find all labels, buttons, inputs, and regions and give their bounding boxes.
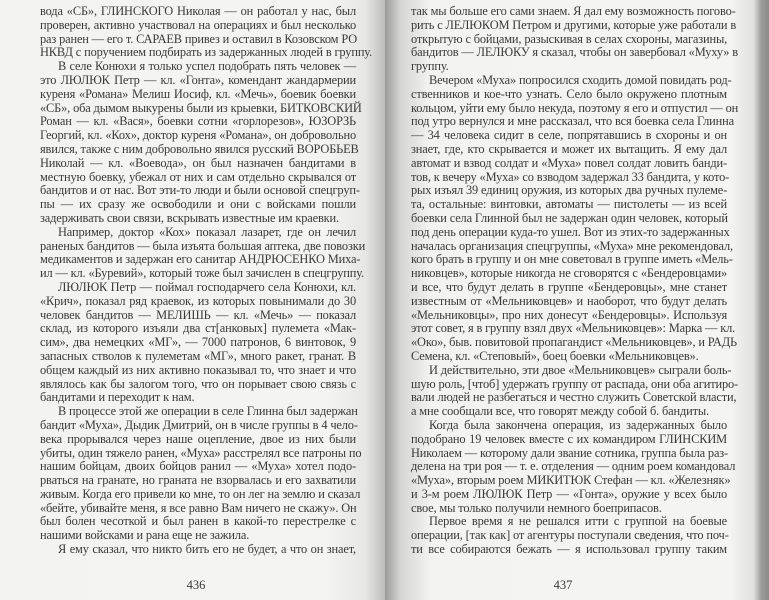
paragraph (411, 72, 739, 364)
text-line: «СБ», оба дымом выкурены были из крыевки, БИТКОВСКИЙ (40, 100, 362, 115)
text-line: Например, доктор «Кох» показал лазарет, где он лечил (58, 224, 356, 239)
paragraph (40, 543, 356, 557)
text-line: вода «СБ», ГЛИНСКОГО Николая — он работал у нас, был (40, 4, 356, 18)
text-line: пы — их сразу же освободили и они с войсками пошли (40, 197, 356, 212)
text-line: началась организация спецгруппы, «Муха» мне рекомендовал, (411, 238, 733, 253)
paragraph (40, 59, 362, 226)
paragraph (411, 417, 736, 516)
text-line: известным от «Мельниковцев» и наоборот, что будут делать (411, 293, 727, 308)
text-line: бандит «Муха», Дыдик Дмитрий, он в числе группы в 4 чело- (40, 417, 358, 432)
text-line: запасных стволов к пулеметам «МГ», много ракет, гранат. В (40, 348, 356, 363)
page-number: 437 (553, 578, 573, 592)
text-line: явился, также с ним добровольно явился русский ВОРОБЬЕВ (40, 141, 359, 156)
text-line: человек бандитов — МЕЛИШЬ — кл. «Мечь» — показал (40, 307, 356, 322)
right-page (385, 0, 769, 600)
page-text (40, 4, 373, 557)
text-line: Роман — кл. «Вася», боевки сотни «горлорезов», ЮЗОРЗЬ (40, 114, 356, 129)
text-line: боевки села Глинной был не задержан один человек, который (411, 210, 728, 225)
text-line: а мне сообщали все, что говорят между собой б. бандиты. (411, 404, 710, 419)
text-line: бандитов и от нас. Вот эти-то люди и были основой спецгруп- (40, 183, 360, 198)
text-line: живым. Когда его привели ко мне, то он лег на землю и сказал (40, 486, 361, 501)
text-line: бандитами и переходит к нам. (40, 390, 195, 405)
paragraph (411, 362, 739, 419)
text-line: Георгий, кл. «Кох», доктор куреня «Романа», он добровольно (40, 128, 356, 143)
text-line: ти все собираются бежать — я использовал группу таким (411, 542, 727, 557)
paragraph (411, 515, 727, 556)
text-line: Николаем — которому дали звание сотника, группа была раз- (411, 445, 729, 460)
text-line: Николай — кл. «Воевода», он был назначен бандитами в (40, 155, 356, 170)
text-line: и 3-м роем ЛЮЛЮК Петр — «Гонта», оружие у всех было (411, 486, 727, 501)
text-line: Я ему сказал, что никто бить его не будет, а что он знает, (58, 542, 356, 557)
text-line: Когда была закончена операция, из задержанных было (429, 417, 727, 432)
text-line: кого брать в группу и он мне советовал в группе иметь «Мель- (411, 252, 733, 267)
text-line: общем каждый из них активно показывал то, что знает и что (40, 362, 356, 377)
text-line: В селе Конюхи я только успел подобрать пять человек — (58, 59, 356, 74)
text-line: та, остальные: винтовки, автоматы — пистолеты — из всей (411, 197, 727, 212)
text-line: убиты, один тяжело ранен, «Муха» расстрелял все патроны по (40, 445, 362, 460)
text-line: этот совет, я в группу взял двух «Мельниковцев»: Марка — кл. (411, 321, 736, 336)
text-line: вали людей не разбегаться и честно служить Советской власти, (411, 390, 737, 405)
text-line: рваться на гранате, но граната не взорвалась и его захватили (40, 473, 356, 488)
text-line: являлось как бы залогом того, что он порывает свою связь с (40, 376, 356, 391)
text-line: бандитов — ЛЕЛЮКУ я сказал, чтобы он завербовал «Муху» в (411, 45, 738, 60)
text-line: задерживать свои связи, вскрывать известные им краевки. (40, 210, 339, 225)
text-line: под утро вернулся и мне рассказал, что вся боевка села Глинна (411, 114, 734, 129)
text-line: «Крич», показал ряд краевок, из которых повынимали до 30 (40, 293, 356, 308)
text-line: раненых бандитов — была изъята большая аптека, две повозки (40, 238, 366, 253)
page-number: 436 (186, 578, 206, 592)
text-line: Первое время я не решался итти с группой на боевые (429, 514, 727, 529)
text-line: И действительно, эти двое «Мельниковцев» сыграли боль- (429, 362, 732, 377)
text-line: был болен чесоткой и был ранен в какой-то перестрелке с (40, 514, 356, 529)
text-line: это ЛЮЛЮК Петр — кл. «Гонта», комендант жандармерии (40, 72, 356, 87)
paragraph (40, 4, 373, 60)
text-line: НКВД с поручением подбирать из задержанных людей в группу. (40, 45, 373, 60)
text-line: медикаментов и задержан его санитар АНДРЮСЕНКО Миха- (40, 252, 361, 267)
text-line: ственников и кое-что узнать. Село было окружено плотным (411, 86, 727, 101)
text-line: автомат и взвод солдат и «Муха» повел солдат ловить банди- (411, 155, 727, 170)
text-line: шую роль, [чтоб] удержать группу от распада, они оба агитиро- (411, 376, 739, 391)
text-line: куреня «Романа» Мелиш Иосиф, кл. «Мечь», боевик боевки (40, 86, 356, 101)
text-line: группу. (411, 59, 449, 74)
text-line: кольцом, уйти ему было некуда, поэтому я его и отпустил — он (411, 100, 739, 115)
text-line: склад, из которого изъяли два ст[анковых] пулемета «Мак- (40, 321, 356, 336)
text-line: «Муха», вторым роем МИКИТЮК Стефан — кл. «Железняк» (411, 473, 731, 488)
text-line: века прорывался через наше оцепление, двое из них были (40, 431, 356, 446)
text-line: Вечером «Муха» попросился сходить домой повидать род- (429, 72, 732, 87)
text-line: операции, [так как] от агентуры поступали сведения, что поч- (411, 528, 729, 543)
text-line: местную боевку, убежал от них и сам отдельно скрывался от (40, 169, 356, 184)
text-line: так мы больше его сами знаем. Я дал ему возможность погово- (411, 4, 736, 18)
text-line: и все, что будут делать в группе «Бендеровцы», мне станет (411, 279, 727, 294)
text-line: рить с ЛЕЛЮКОМ Петром и другими, которые уже работали в (411, 17, 737, 32)
text-line: открытую с бойцами, разыскивая в селах схороны, магазины, (411, 31, 728, 46)
text-line: ЛЮЛЮК Петр — поймал господарчего села Конюхи, кл. (58, 279, 356, 294)
text-line: рых изъял 39 единиц оружия, из которых два ручных пулеме- (411, 183, 728, 198)
text-line: нашим бойцам, двоих бойцов ранил — «Муха» хотел подо- (40, 459, 356, 474)
paragraph (40, 224, 366, 281)
paragraph (40, 281, 356, 405)
text-line: делена на три роя — т. е. отделения — одним роем командовал (411, 459, 736, 474)
text-line: Семена, кл. «Степовый», боец боевки «Мельниковцев». (411, 348, 699, 363)
text-line: В процессе этой же операции в селе Глинна был задержан (58, 404, 358, 419)
paragraph (411, 4, 738, 74)
text-line: свое, мы только получили немного боеприпасов. (411, 500, 662, 515)
text-line: — 34 человека сидит в селе, попрятавшись в схороны и он (411, 128, 727, 143)
text-line: никовцев», которые никогда не сговорятся с «Бендеровцами» (411, 266, 727, 281)
text-line: «Мельниковцы», про них донесут «Бендеровцы». Используя (411, 307, 727, 322)
text-line: подобрано 19 человек вместе с их командиром ГЛИНСКИМ (411, 431, 727, 446)
text-line: ил — кл. «Буревий», который тоже был зачислен в спецгруппу. (40, 266, 365, 281)
text-line: нашими войсками и рана еще не зажила. (40, 528, 250, 543)
text-line: раз ранен — его т. САРАЕВ привез и оставил в Козовском РО (40, 31, 358, 46)
text-line: под день операции куда-то ушел. Вот из этих-то задержанных (411, 224, 730, 239)
text-line: проверен, активно участвовал на операциях и был несколько (40, 17, 356, 32)
text-line: знает, где, кто скрывается и может их вытащить. Я ему дал (411, 141, 727, 156)
page-text (411, 4, 739, 557)
text-line: «бейте, убивайте меня, я все равно Вам ничего не скажу». Он (40, 500, 357, 515)
text-line: сим», два немецких «МГ», — 7000 патронов, 6 винтовок, 9 (40, 335, 356, 350)
text-line: «Око», быв. повитовой пропагандист «Мельниковцев», и РАДЬ (411, 335, 738, 350)
paragraph (40, 404, 362, 543)
text-line: тов, к вечеру «Муха» со взводом задержал 33 бандита, у кото- (411, 169, 730, 184)
